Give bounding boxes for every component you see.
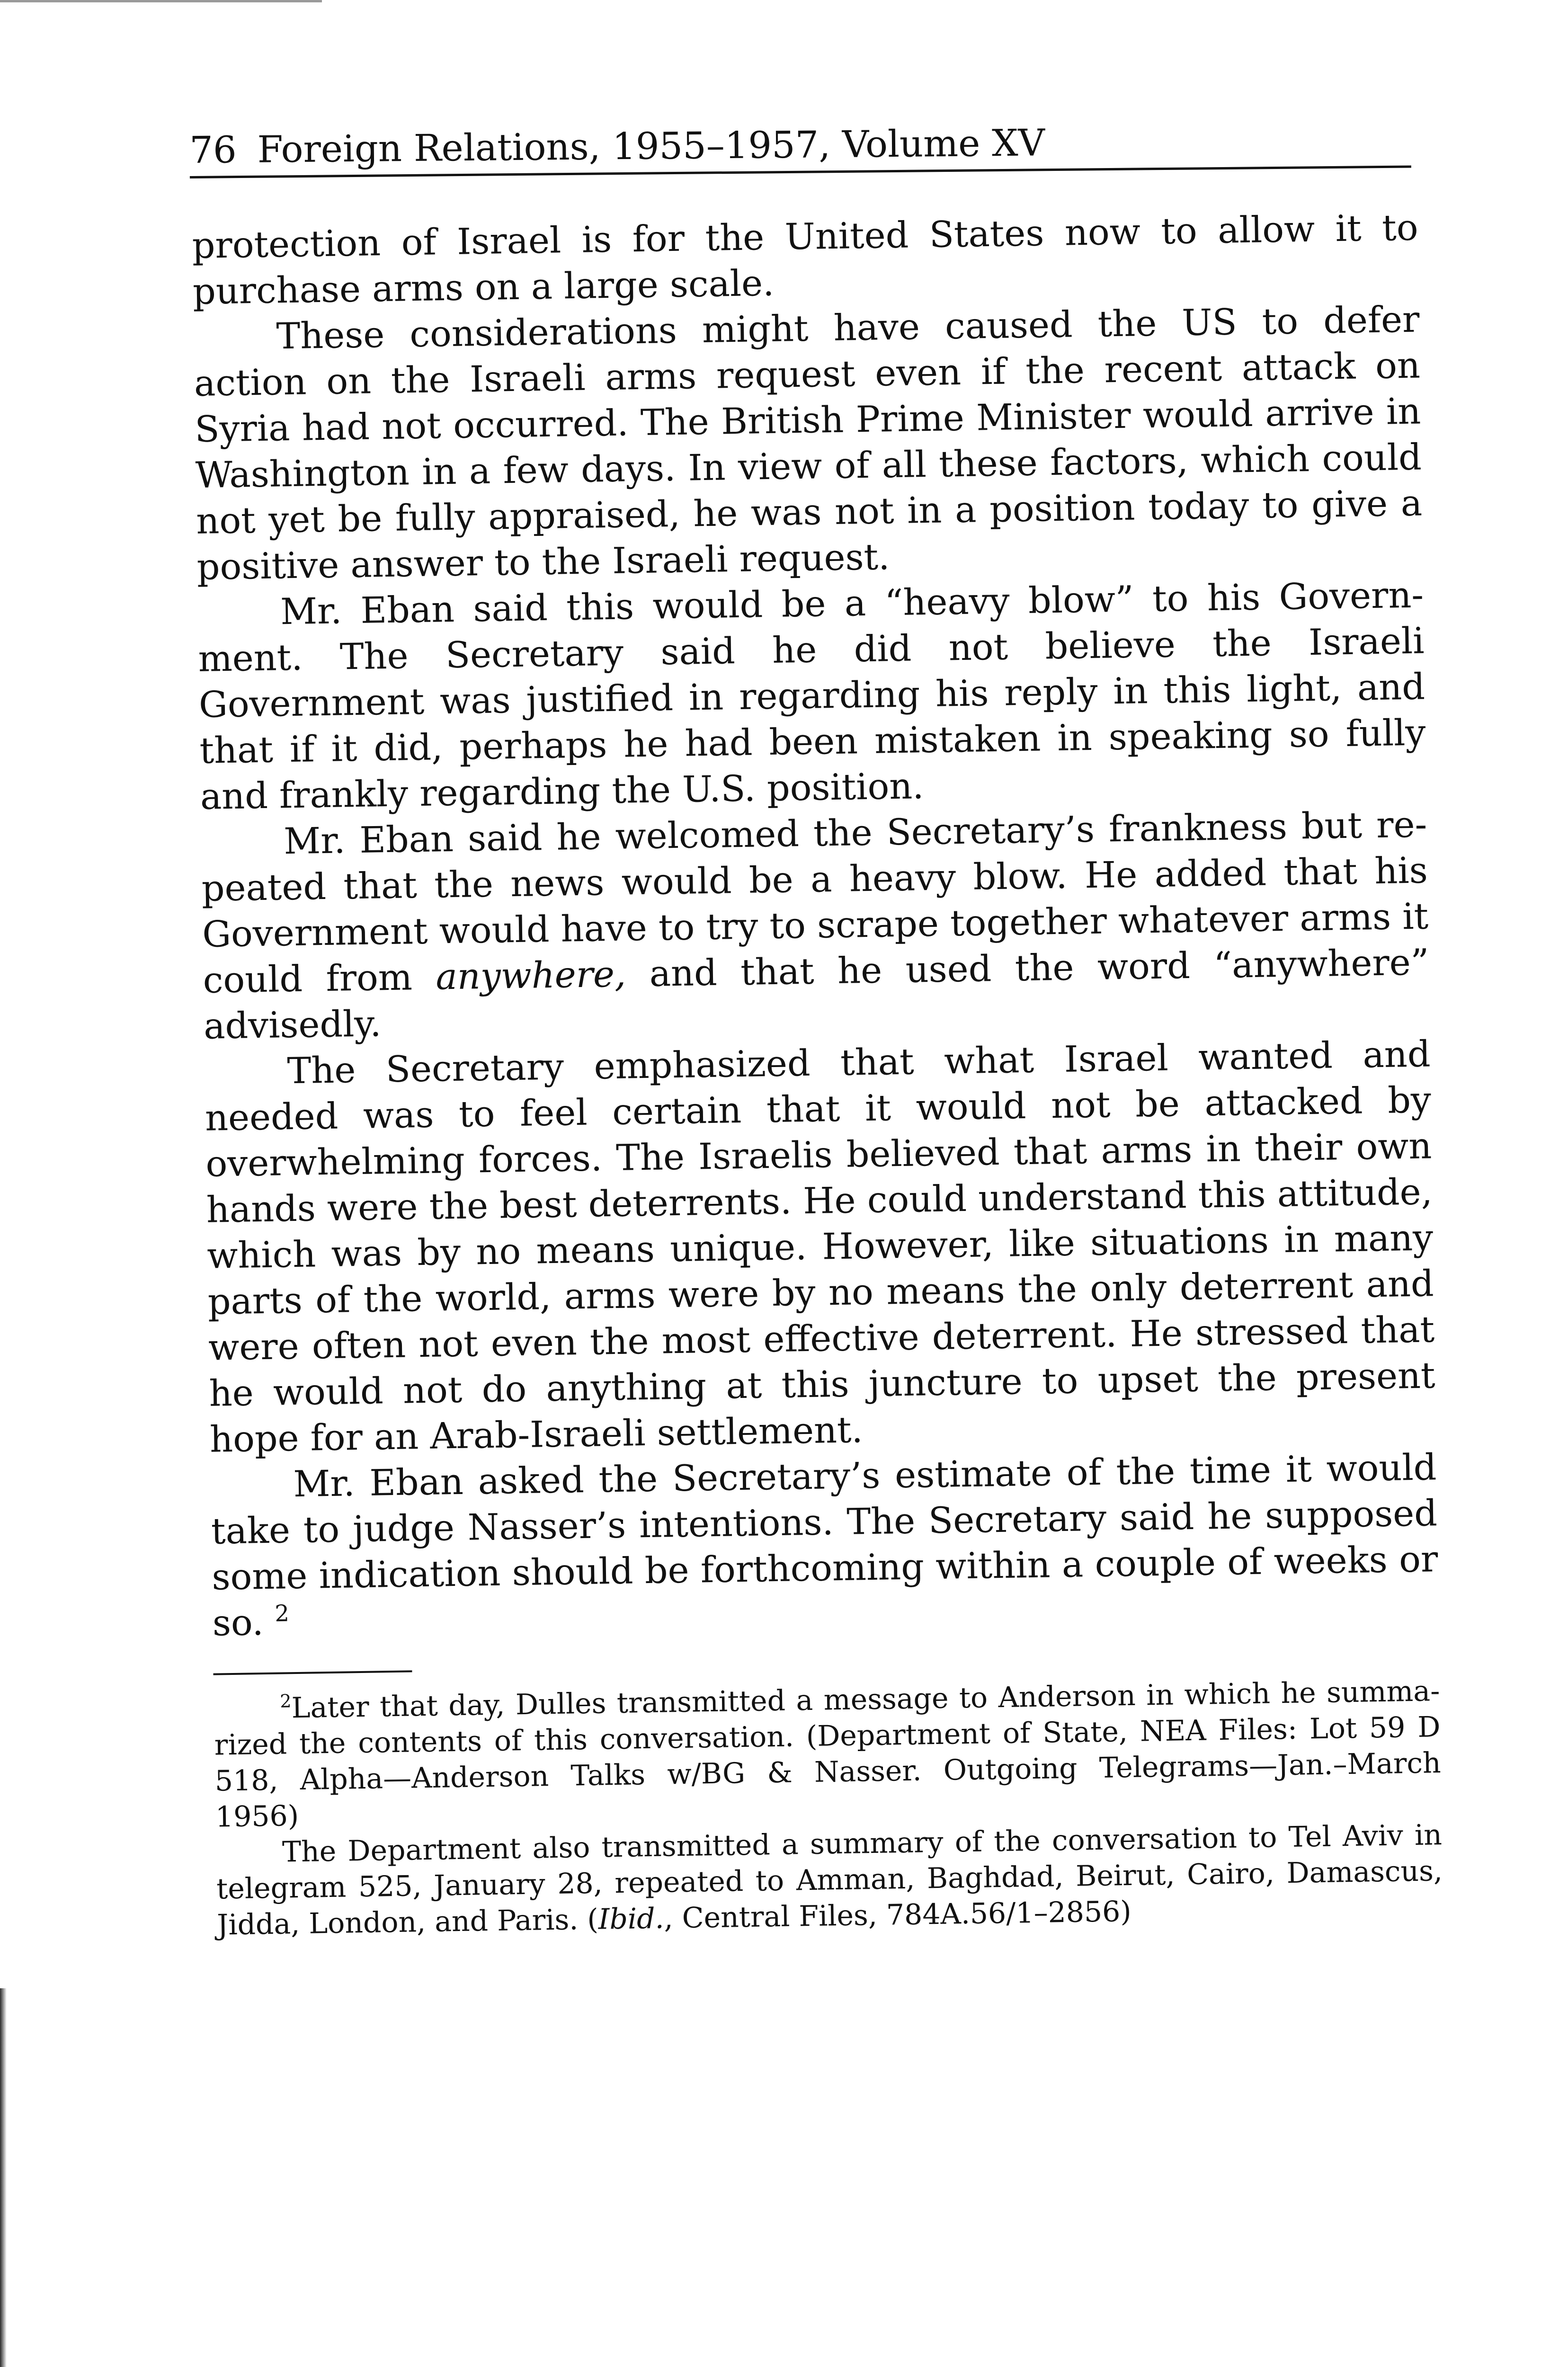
paragraph-1: protection of Israel is for the United States now to allow it to purchase arms on a large scale. <box>192 206 1419 312</box>
scan-edge-shadow <box>0 1988 7 2367</box>
footnote-2-continued-start: The Department also transmitted a summary of the conversation to Tel Aviv in telegram 525, January 28, repeated to Amman, Baghdad, Beirut, Cairo, Damascus, Jidda, London, and Paris. ( <box>216 1818 1443 1942</box>
page-number: 76 <box>189 129 237 172</box>
paragraph-4-start: Mr. Eban said he welcomed the Secretary’s frankness but repeated that the news would be a heavy blow. He added that his Government would have to try to scrape together whatever arms it could from <box>201 803 1429 1001</box>
running-title: Foreign Relations, 1955–1957, Volume XV <box>257 122 1045 171</box>
footnote-2-continued <box>216 1817 1443 1943</box>
footnote-rule <box>213 1670 412 1675</box>
body-text <box>192 205 1443 1943</box>
footnote-ibid: Ibid. <box>598 1902 665 1936</box>
footnote-marker: 2 <box>280 1691 292 1712</box>
footnote-2-continued-end: , Central Files, 784A.56/1–2856) <box>663 1895 1132 1935</box>
scan-edge-line <box>0 0 322 2</box>
paragraph-4 <box>201 801 1430 1049</box>
footnote-reference: 2 <box>274 1600 290 1627</box>
paragraph-5: The Secretary emphasized that what Israel wanted and needed was to feel certain that it would not be attacked by overwhelming forces. The Israelis believed that arms in their own hands were the best deterrents. He could understand this attitude, which was by no means unique. However, like situations in many parts of the world, arms were by no means the only deterrent and were often not even the most effective deterrent. He stressed that he would not do anything at this juncture to upset the present hope for an Arab-Israeli settlement. <box>205 1032 1436 1460</box>
paragraph-2: These considerations might have caused the US to defer action on the Israeli arms request even if the recent attack on Syria had not occurred. The British Prime Minister would arrive in Washington in a few days. In view of all these factors, which could not yet be fully appraised, he was not in a position today to give a positive answer to the Israeli request. <box>194 298 1423 588</box>
paragraph-4-end: and that he used the word “anywhere” advisedly. <box>203 941 1430 1047</box>
paragraph-6-text: Mr. Eban asked the Secretary’s estimate of the time it would take to judge Nasser’s intentions. The Secretary said he supposed some indication should be forthcoming within a couple of weeks or so. <box>211 1446 1438 1644</box>
emphasis-anywhere: anywhere, <box>435 952 626 998</box>
header-text <box>189 119 1045 174</box>
footnote-2-text: Later that day, Dulles transmitted a message to Anderson in which he summarized the contents of this conversation. (Department of State, NEA Files: Lot 59 D 518, Alpha—Anderson Talks w/BG & Nasser. Outgoing Telegrams—Jan.–March 1956) <box>214 1674 1442 1834</box>
running-header <box>189 116 1411 184</box>
footnote-2 <box>214 1673 1442 1835</box>
paragraph-3: Mr. Eban said this would be a “heavy blow” to his Government. The Secretary said he did not believe the Israeli Government was justified in regarding his reply in this light, and that if it did, perhaps he had been mistaken in speaking so fully and frankly regarding the U.S. position. <box>198 573 1426 818</box>
paragraph-6 <box>210 1444 1439 1646</box>
